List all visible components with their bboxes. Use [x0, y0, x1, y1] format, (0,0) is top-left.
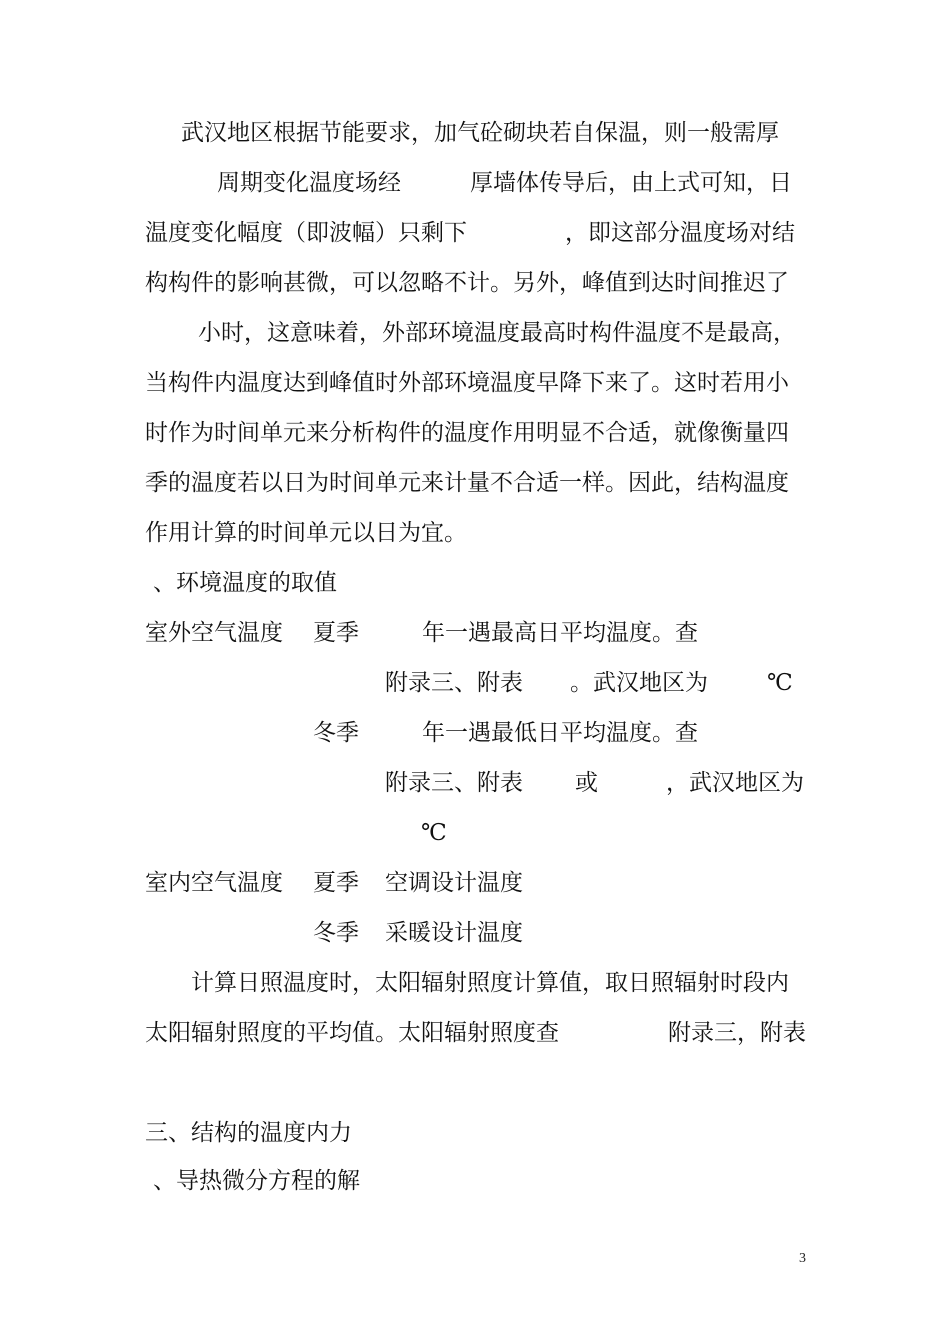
section-heading: 、环境温度的取值	[153, 570, 337, 596]
definition-text: 或	[575, 770, 598, 796]
subsection-heading: 、导热微分方程的解	[153, 1168, 360, 1194]
season-label: 冬季	[313, 920, 359, 946]
paragraph-line: 太阳辐射照度的平均值。太阳辐射照度查	[145, 1020, 559, 1046]
definition-text: 附录三、附表	[385, 670, 523, 696]
paragraph-line: 周期变化温度场经	[217, 170, 401, 196]
paragraph-line: 计算日照温度时，太阳辐射照度计算值，取日照辐射时段内	[191, 970, 789, 996]
section-heading: 三、结构的温度内力	[145, 1120, 352, 1146]
paragraph-line: 构构件的影响甚微，可以忽略不计。另外，峰值到达时间推迟了	[145, 270, 789, 296]
paragraph-line: 温度变化幅度（即波幅）只剩下	[145, 220, 467, 246]
definition-text: 采暖设计温度	[385, 920, 523, 946]
season-label: 夏季	[313, 620, 359, 646]
paragraph-line: 当构件内温度达到峰值时外部环境温度早降下来了。这时若用小	[145, 370, 789, 396]
definition-text: 空调设计温度	[385, 870, 523, 896]
page-number: 3	[799, 1251, 806, 1266]
definition-text: 。武汉地区为	[570, 670, 708, 696]
celsius-unit: ℃	[421, 820, 447, 846]
outdoor-label: 室外空气温度	[145, 620, 283, 646]
paragraph-line: 时作为时间单元来分析构件的温度作用明显不合适，就像衡量四	[145, 420, 789, 446]
paragraph-line: 厚墙体传导后，由上式可知，日	[470, 170, 792, 196]
season-label: 冬季	[313, 720, 359, 746]
paragraph-line: 武汉地区根据节能要求，加气砼砌块若自保温，则一般需厚	[181, 120, 779, 146]
celsius-unit: ℃	[767, 670, 793, 696]
indoor-label: 室内空气温度	[145, 870, 283, 896]
paragraph-line: 附录三，附表	[668, 1020, 806, 1046]
paragraph-line: 季的温度若以日为时间单元来计量不合适一样。因此，结构温度	[145, 470, 789, 496]
paragraph-line: 小时，这意味着，外部环境温度最高时构件温度不是最高，	[198, 320, 796, 346]
season-label: 夏季	[313, 870, 359, 896]
definition-text: 附录三、附表	[385, 770, 523, 796]
paragraph-line: ，即这部分温度场对结	[565, 220, 795, 246]
definition-text: 年一遇最高日平均温度。查	[422, 620, 698, 646]
definition-text: ，武汉地区为	[666, 770, 804, 796]
definition-text: 年一遇最低日平均温度。查	[422, 720, 698, 746]
paragraph-line: 作用计算的时间单元以日为宜。	[145, 520, 467, 546]
